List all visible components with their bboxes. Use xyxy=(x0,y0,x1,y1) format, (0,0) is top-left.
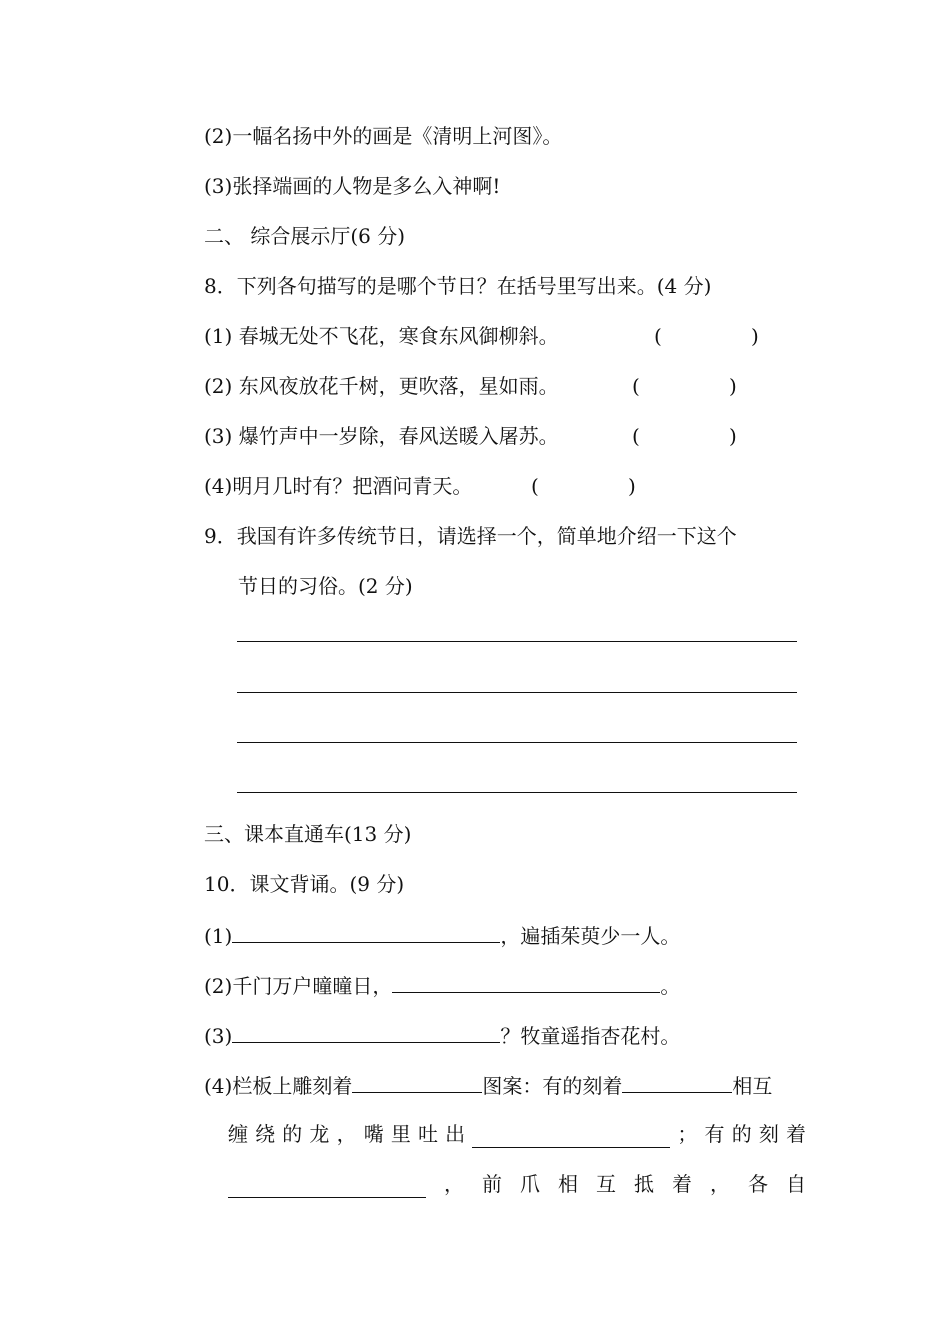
char: 龙 xyxy=(309,1122,330,1146)
char: 吐 xyxy=(417,1122,438,1146)
question-9-cont: 节日的习俗。(2 分) xyxy=(238,574,413,598)
answer-paren-open: ( xyxy=(654,324,662,348)
char: 出 xyxy=(445,1122,466,1146)
fill-blank[interactable] xyxy=(472,1125,670,1148)
section-3-title: 三、课本直通车(13 分) xyxy=(204,822,412,846)
answer-paren-close: ) xyxy=(628,474,636,498)
char: 自 xyxy=(786,1172,806,1196)
char: 刻 xyxy=(758,1122,779,1146)
char: ， xyxy=(444,1172,464,1196)
section-2-title: 二、 综合展示厅(6 分) xyxy=(204,224,406,248)
question-10-2 xyxy=(204,970,680,1000)
answer-line[interactable] xyxy=(237,742,797,743)
question-10-4 xyxy=(204,1070,772,1100)
fill-blank[interactable] xyxy=(232,920,500,943)
text: 图案：有的刻着 xyxy=(482,1074,623,1098)
char: 爪 xyxy=(520,1172,540,1196)
char: 缠 xyxy=(228,1122,248,1146)
char: 里 xyxy=(390,1122,411,1146)
char: 嘴 xyxy=(363,1122,384,1146)
label: (3) xyxy=(204,1024,233,1048)
fill-blank[interactable] xyxy=(228,1175,426,1198)
answer-paren-close: ) xyxy=(729,424,737,448)
question-8-1: (1) 春城无处不飞花，寒食东风御柳斜。 xyxy=(204,324,559,348)
char: 的 xyxy=(731,1122,752,1146)
char: 绕 xyxy=(255,1122,276,1146)
answer-line[interactable] xyxy=(237,641,797,642)
text: (2)千门万户曈曈日， xyxy=(204,974,393,998)
answer-paren-close: ) xyxy=(729,374,737,398)
answer-line[interactable] xyxy=(237,792,797,793)
answer-line[interactable] xyxy=(237,692,797,693)
text: ，遍插茱萸少一人。 xyxy=(500,924,681,948)
char: 前 xyxy=(482,1172,502,1196)
char: 的 xyxy=(282,1122,303,1146)
question-10-4-line3 xyxy=(228,1170,806,1198)
char: 着 xyxy=(785,1122,806,1146)
item-2: (2)一幅名扬中外的画是《清明上河图》。 xyxy=(204,124,563,148)
text: (4)栏板上雕刻着 xyxy=(204,1074,353,1098)
char: 抵 xyxy=(634,1172,654,1196)
char: ； xyxy=(677,1122,698,1146)
answer-paren-open: ( xyxy=(531,474,539,498)
question-10-4-line2 xyxy=(228,1120,806,1148)
fill-blank[interactable] xyxy=(622,1070,732,1093)
question-8-2: (2) 东风夜放花千树，更吹落，星如雨。 xyxy=(204,374,559,398)
question-10-3 xyxy=(204,1020,680,1050)
item-3: (3)张择端画的人物是多么入神啊! xyxy=(204,174,501,198)
text: 。 xyxy=(660,974,681,998)
char: 着 xyxy=(672,1172,692,1196)
fill-blank[interactable] xyxy=(352,1070,482,1093)
question-10: 10．课文背诵。(9 分) xyxy=(204,872,405,896)
question-8-3: (3) 爆竹声中一岁除，春风送暖入屠苏。 xyxy=(204,424,559,448)
question-8: 8．下列各句描写的是哪个节日？在括号里写出来。(4 分) xyxy=(204,274,712,298)
question-10-1 xyxy=(204,920,680,950)
fill-blank[interactable] xyxy=(232,1020,500,1043)
question-9: 9．我国有许多传统节日，请选择一个，简单地介绍一下这个 xyxy=(204,524,737,548)
char: 有 xyxy=(704,1122,725,1146)
label: (1) xyxy=(204,924,233,948)
text: 相互 xyxy=(732,1074,773,1098)
fill-blank[interactable] xyxy=(392,970,660,993)
answer-paren-open: ( xyxy=(632,374,640,398)
char: 各 xyxy=(748,1172,768,1196)
answer-paren-open: ( xyxy=(632,424,640,448)
char: ， xyxy=(336,1122,357,1146)
char: ， xyxy=(710,1172,730,1196)
text: ？牧童遥指杏花村。 xyxy=(500,1024,681,1048)
char: 互 xyxy=(596,1172,616,1196)
answer-paren-close: ) xyxy=(751,324,759,348)
char: 相 xyxy=(558,1172,578,1196)
question-8-4: (4)明月几时有？把酒问青天。 xyxy=(204,474,473,498)
